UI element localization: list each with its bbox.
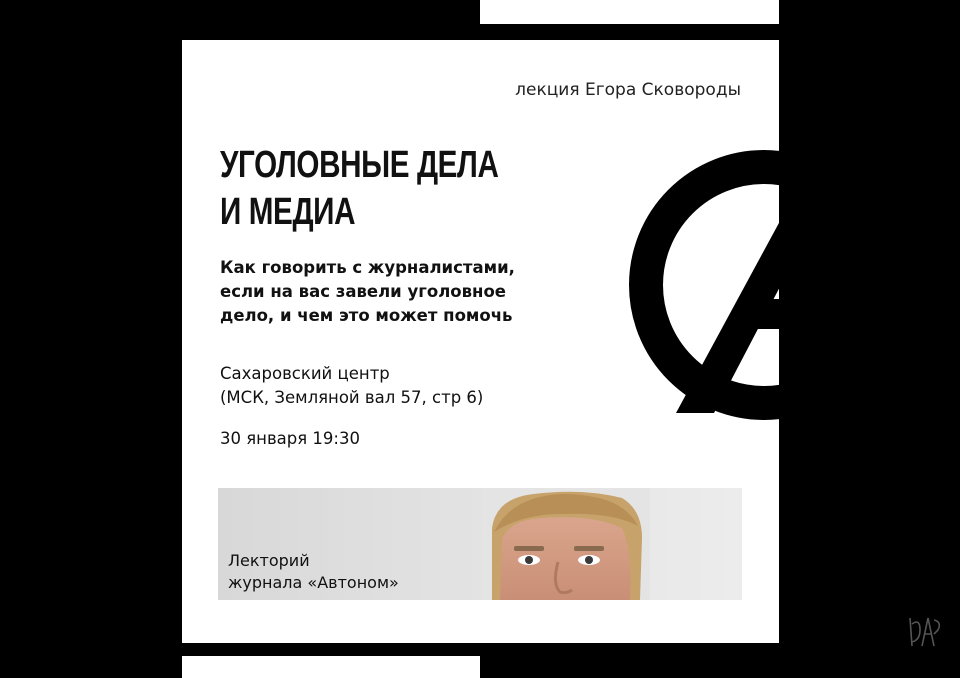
title-line-1: УГОЛОВНЫЕ ДЕЛА: [220, 144, 499, 186]
venue-line-2: (МСК, Земляной вал 57, стр 6): [220, 388, 484, 407]
lecturer-portrait: [482, 488, 650, 600]
lecturer-caption: лекция Егора Сковороды: [515, 80, 741, 100]
poster-subtitle: [220, 256, 515, 328]
bottom-decor-tab: [182, 656, 480, 678]
photo-caption-line-2: журнала «Автоном»: [228, 573, 399, 592]
poster-title: [220, 142, 498, 236]
subtitle-line-3: дело, и чем это может помочь: [220, 306, 513, 325]
venue-line-1: Сахаровский центр: [220, 364, 390, 383]
top-decor-tab: [480, 0, 779, 24]
event-date: 30 января 19:30: [220, 429, 360, 448]
photo-caption-line-1: Лекторий: [228, 551, 310, 570]
lecturer-photo-strip: [218, 488, 742, 600]
venue-info: [220, 362, 483, 410]
subtitle-line-2: если на вас завели уголовное: [220, 282, 506, 301]
anarchy-symbol-icon: [624, 135, 779, 425]
photo-caption: [228, 550, 399, 594]
poster-card: [182, 40, 779, 643]
subtitle-line-1: Как говорить с журналистами,: [220, 258, 515, 277]
artist-signature: [904, 610, 944, 654]
title-line-2: И МЕДИА: [220, 191, 356, 233]
